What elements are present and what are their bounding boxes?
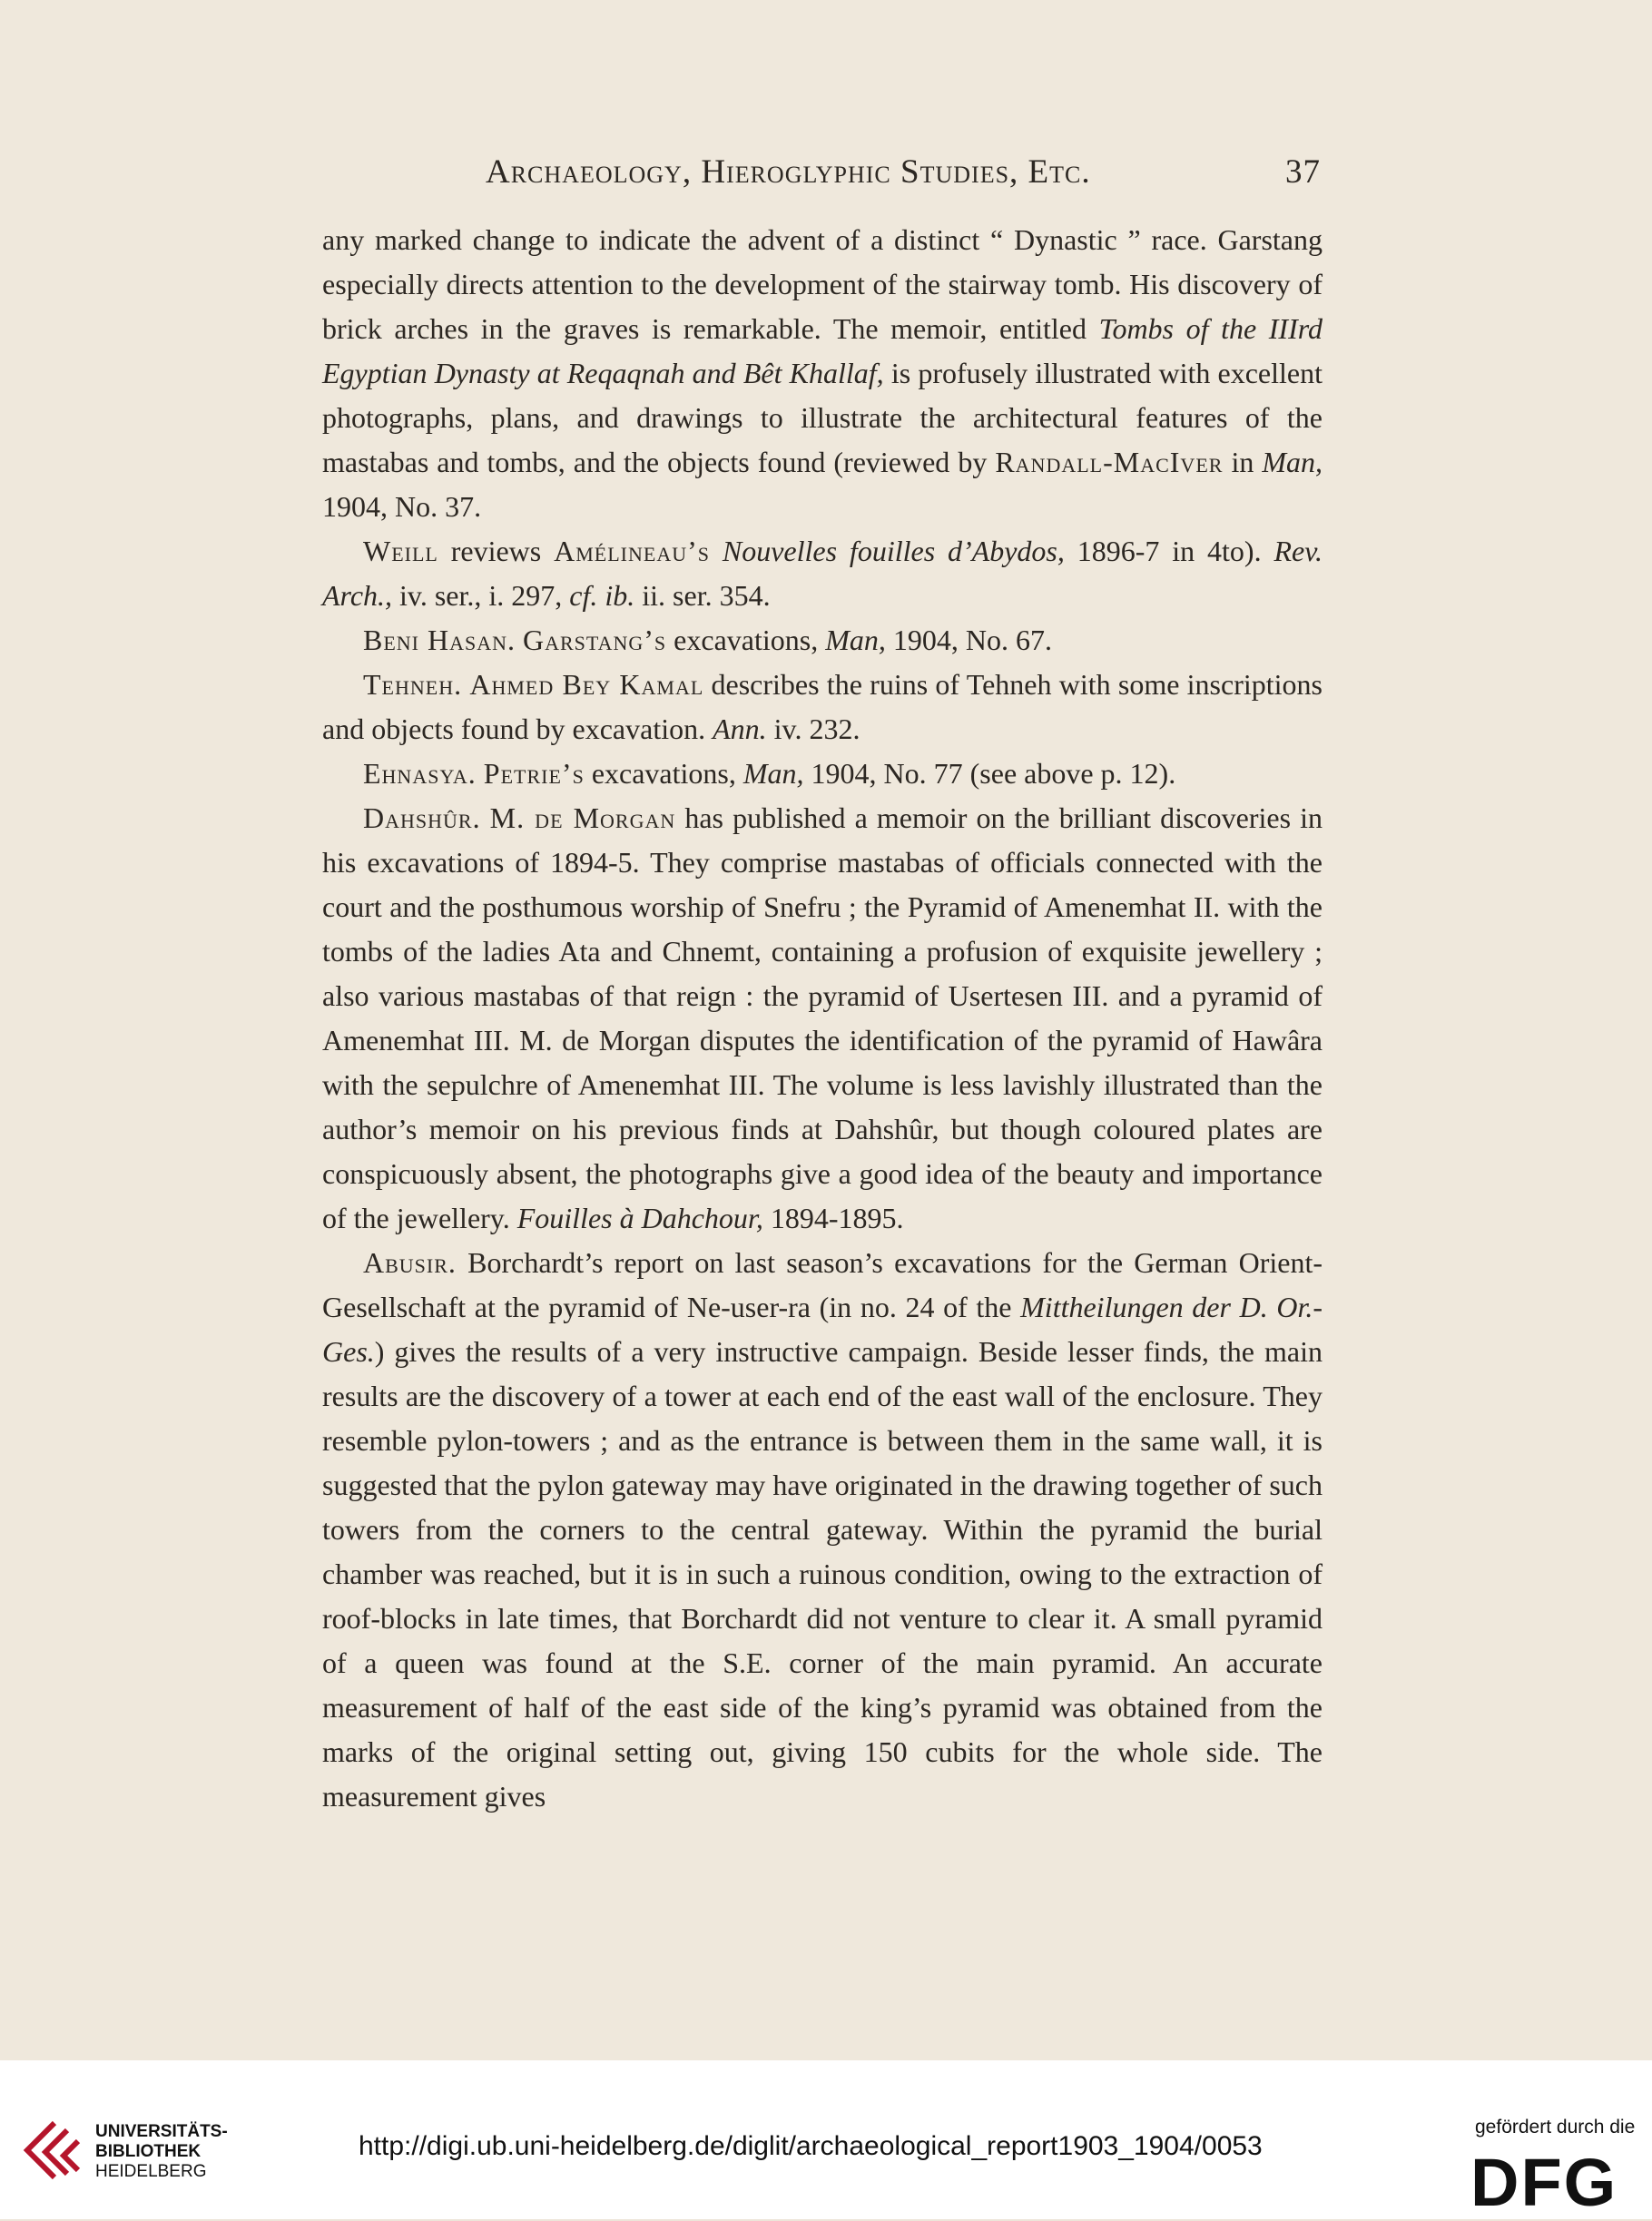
- text-run: ii. ser. 354.: [634, 579, 771, 612]
- book-title: Fouilles à Dahchour,: [516, 1202, 763, 1234]
- journal-title: Mittheilungen der D. Or.-Ges.: [322, 1291, 1323, 1368]
- book-title: Nouvelles fouilles d’Abydos,: [722, 535, 1065, 567]
- text-run: ) gives the results of a very instructive campaign. Beside lesser finds, the main results are the discovery of a tower at each end of the east wall of the enclosure. They resemble pylon-towers ; and as the entrance is between them in the same wall, it is suggested that the pylon gateway may have originated in the drawing together of such towers from the corners to the central gateway. Within the pyramid the burial chamber was reached, but it is in such a ruinous condition, owing to the extraction of roof-blocks in late times, that Borchardt did not venture to clear it. A small pyramid of a queen was found at the S.E. corner of the main pyramid. An accurate measurement of half of the east side of the king’s pyramid was obtained from the marks of the original setting out, giving 150 cubits for the whole side. The measurement gives: [322, 1335, 1323, 1813]
- text-run: in: [1223, 446, 1263, 478]
- library-name-line: UNIVERSITÄTS-: [95, 2122, 228, 2141]
- journal-title: Man,: [825, 624, 886, 656]
- author-name: Amélineau’s: [554, 535, 710, 567]
- place-heading: Tehneh.: [363, 668, 463, 701]
- journal-title: Man,: [1262, 446, 1323, 478]
- text-run: 1894-1895.: [762, 1202, 904, 1234]
- paragraph-dahshur: [322, 796, 1323, 1241]
- place-heading: Dahshûr.: [363, 801, 481, 834]
- library-name-line: HEIDELBERG: [95, 2162, 207, 2181]
- journal-title: Ann.: [713, 712, 767, 745]
- text-run: iv. 232.: [766, 712, 860, 745]
- paragraph-weill: [322, 529, 1323, 618]
- text-run: [481, 801, 490, 834]
- digitization-footer: [0, 2060, 1652, 2219]
- dfg-logo: DFG: [1470, 2145, 1618, 2220]
- citation-abbrev: cf. ib.: [569, 579, 635, 612]
- reviewer-name: Randall-MacIver: [995, 446, 1224, 478]
- text-run: [710, 535, 723, 567]
- text-run: reviews: [438, 535, 555, 567]
- place-heading: Ehnasya.: [363, 757, 477, 790]
- text-run: any marked change to indicate the advent of a distinct “ Dynastic ” race. Garstang especially directs attention to the development of the stairway tomb. His discovery of brick arches in the graves is remarkable. The memoir, entitled: [322, 223, 1323, 345]
- author-name: Petrie’s: [483, 757, 585, 790]
- running-title: Archaeology, Hieroglyphic Studies, Etc.: [486, 153, 1091, 191]
- text-run: 1904, No. 67.: [885, 624, 1052, 656]
- text-run: [477, 757, 484, 790]
- text-run: excavations,: [666, 624, 826, 656]
- paragraph-tehneh: [322, 663, 1323, 752]
- journal-title: Rev. Arch.,: [322, 535, 1323, 612]
- reviewer-name: Weill: [363, 535, 438, 567]
- text-run: has published a memoir on the brilliant discoveries in his excavations of 1894-5. They comprise mastabas of officials connected with the court and the posthumous worship of Snefru ; the Pyramid of Amenemhat II. with the tombs of the ladies Ata and Chnemt, containing a profusion of exquisite jewellery ; also various mastabas of that reign : the pyramid of Usertesen III. and a pyramid of Amenemhat III. M. de Morgan disputes the identification of the pyramid of Hawâra with the sepulchre of Amenemhat III. The volume is less lavishly illustrated than the author’s memoir on his previous finds at Dahshûr, but though coloured plates are conspicuously absent, the photographs give a good idea of the beauty and importance of the jewellery.: [322, 801, 1323, 1234]
- text-run: is profusely illustrated with excellent photographs, plans, and drawings to illustrate the architectural features of the mastabas and tombs, and the objects found (reviewed by: [322, 357, 1323, 478]
- paragraph-garstang-continued: [322, 218, 1323, 529]
- author-name: Garstang’s: [523, 624, 667, 656]
- funding-caption: gefördert durch die: [1475, 2117, 1636, 2137]
- library-name: [95, 2122, 228, 2182]
- text-run: describes the ruins of Tehneh with some inscriptions and objects found by excavation.: [322, 668, 1323, 745]
- library-logo-icon: [18, 2118, 91, 2190]
- place-heading: Beni Hasan.: [363, 624, 516, 656]
- text-run: 1904, No. 77 (see above p. 12).: [803, 757, 1176, 790]
- text-run: 1904, No. 37.: [322, 490, 482, 523]
- author-name: Ahmed Bey Kamal: [469, 668, 704, 701]
- text-run: [516, 624, 523, 656]
- book-title: Tombs of the IIIrd Egyptian Dynasty at Reqaqnah and Bêt Khallaf,: [322, 312, 1323, 389]
- text-run: iv. ser., i. 297,: [392, 579, 570, 612]
- text-run: excavations,: [584, 757, 743, 790]
- paragraph-abusir: [322, 1241, 1323, 1819]
- paragraph-beni-hasan: [322, 618, 1323, 663]
- text-run: 1896-7 in 4to).: [1064, 535, 1274, 567]
- journal-title: Man,: [742, 757, 804, 790]
- author-name: M. de Morgan: [489, 801, 676, 834]
- text-run: Borchardt’s report on last season’s excavations for the German Orient-Gesellschaft at the pyramid of Ne-user-ra (in no. 24 of the: [322, 1246, 1323, 1323]
- place-heading: Abusir.: [363, 1246, 457, 1279]
- body-text: [322, 218, 1323, 1819]
- paragraph-ehnasya: [322, 752, 1323, 796]
- library-name-line: BIBLIOTHEK: [95, 2142, 202, 2161]
- permalink-url[interactable]: http://digi.ub.uni-heidelberg.de/diglit/archaeological_report1903_1904/0053: [359, 2131, 1263, 2161]
- running-header: [322, 152, 1321, 198]
- page-number: 37: [1285, 153, 1321, 191]
